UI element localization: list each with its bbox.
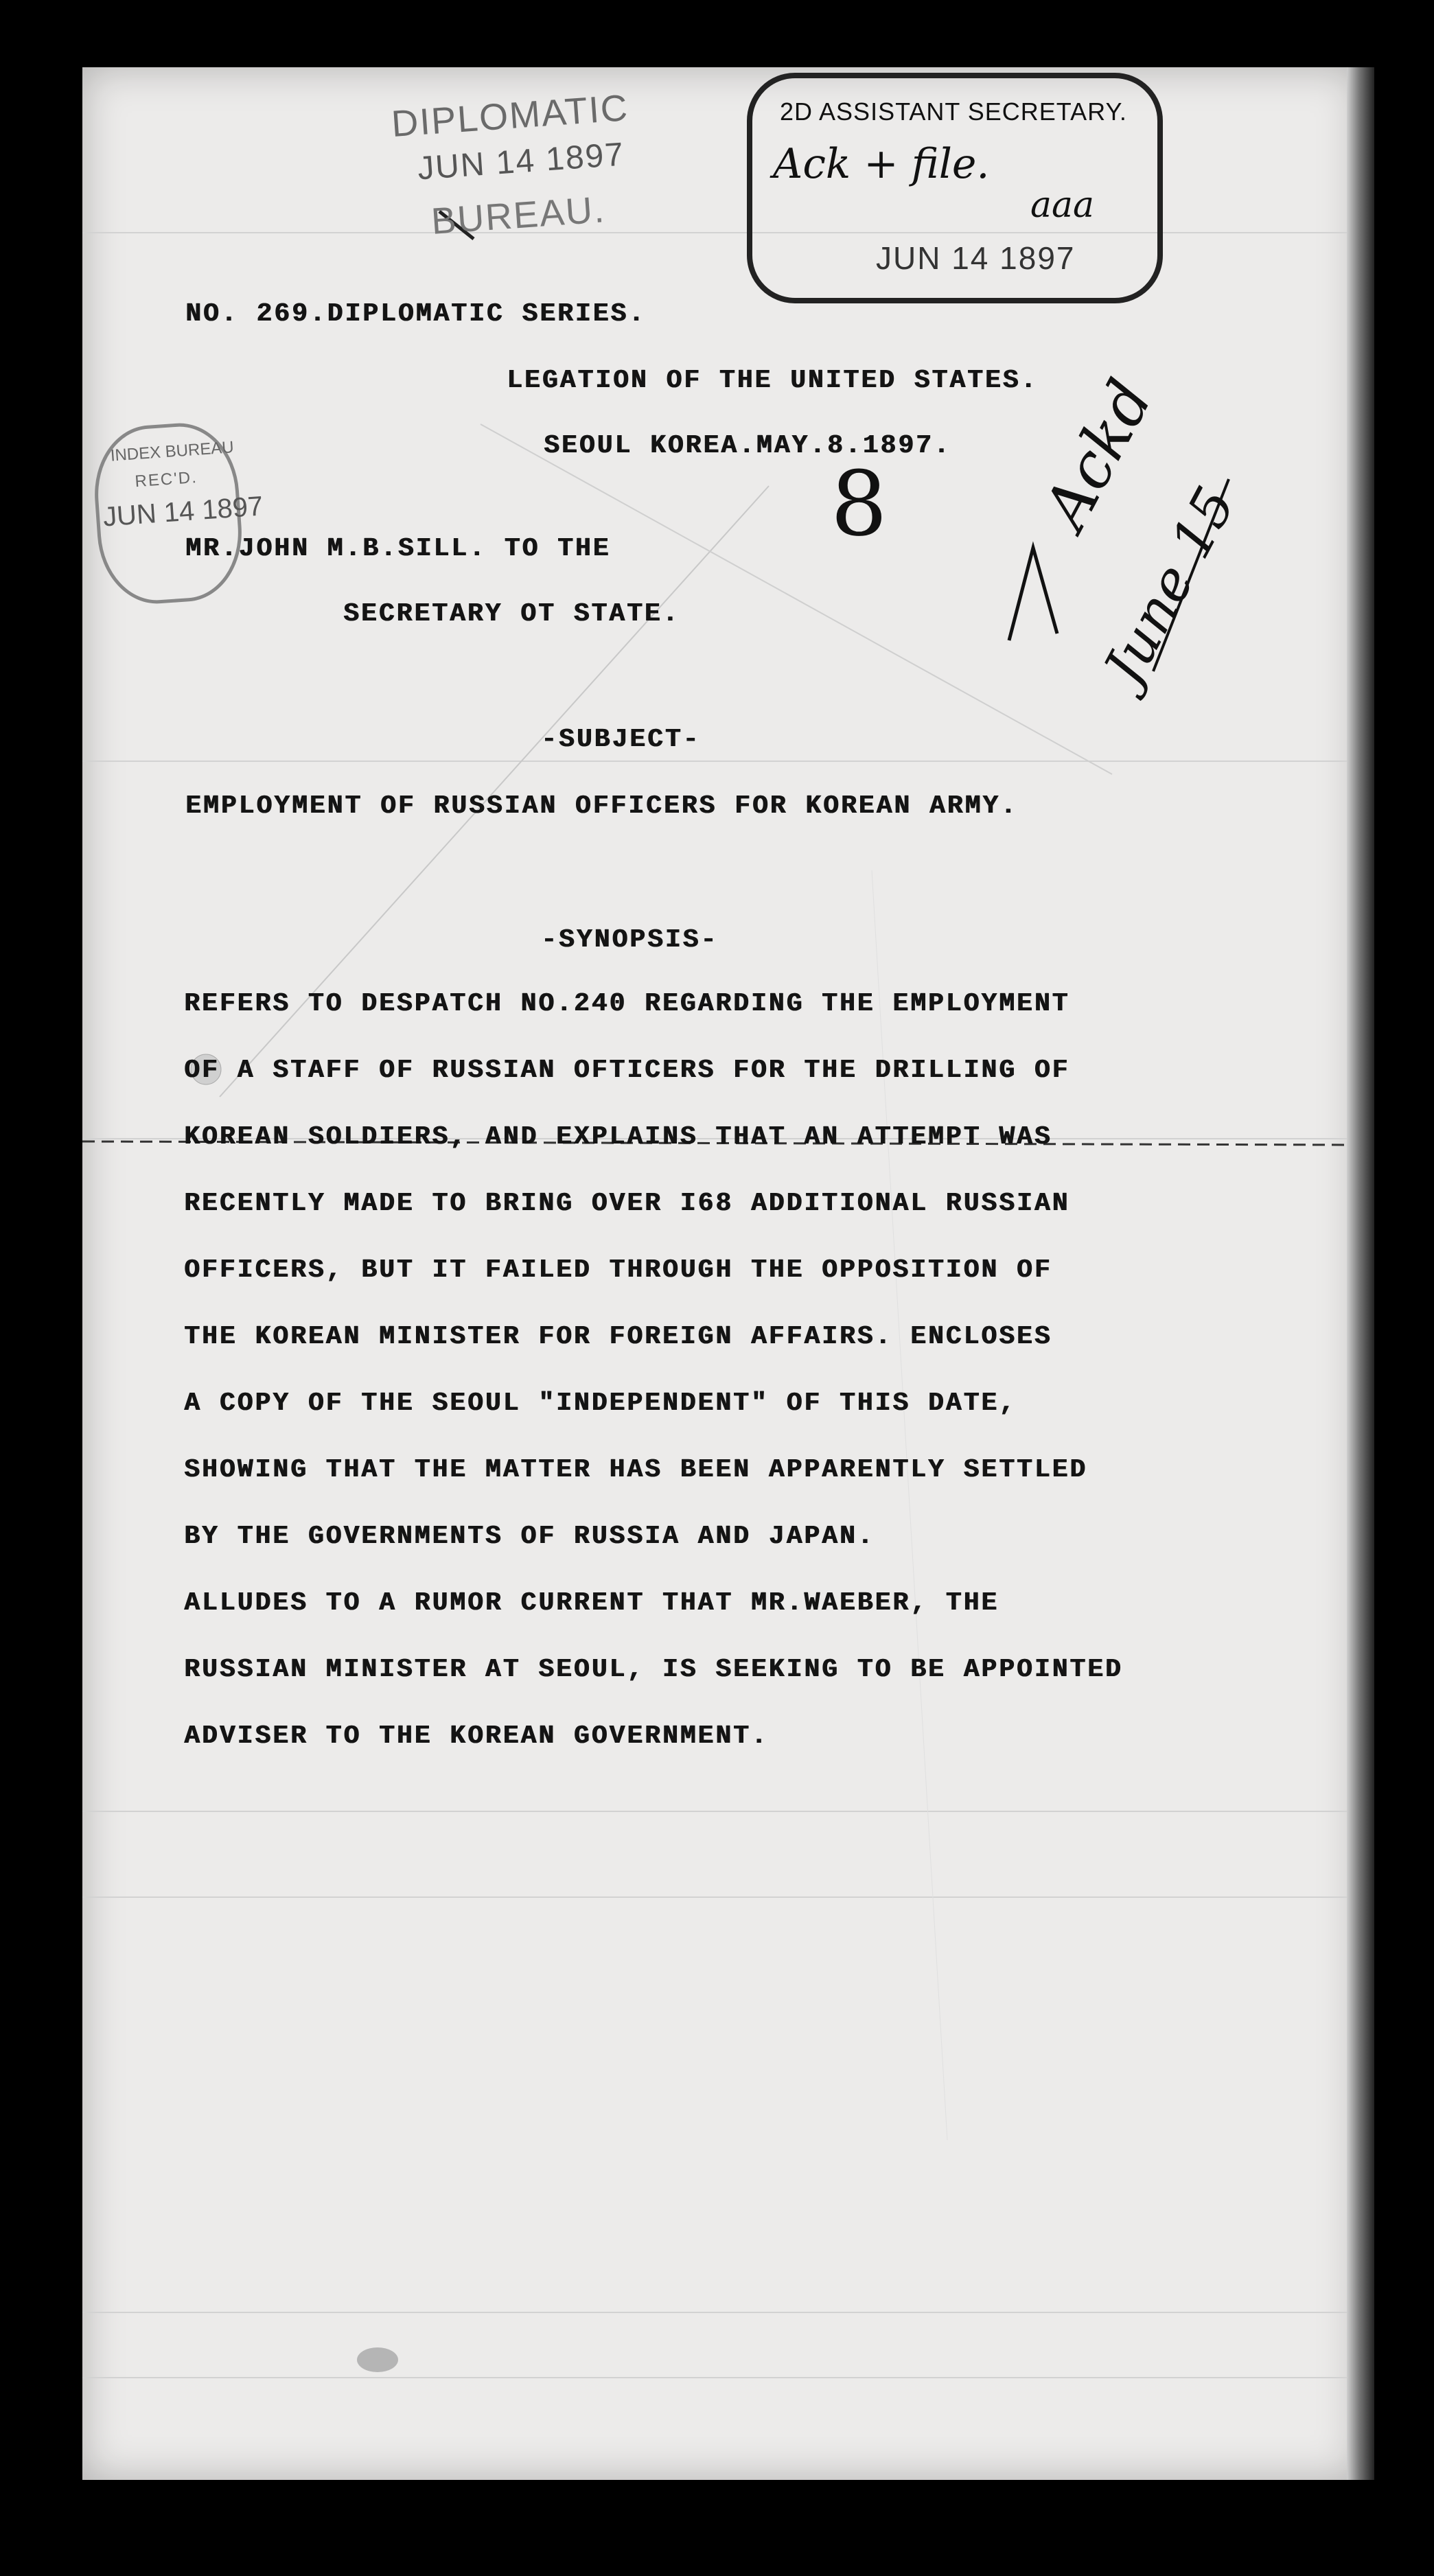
index-bureau-stamp bbox=[90, 419, 264, 607]
synopsis-line: BY THE GOVERNMENTS OF RUSSIA AND JAPAN. bbox=[184, 1522, 875, 1551]
synopsis-line: RECENTLY MADE TO BRING OVER I68 ADDITIONAL RUSSIAN bbox=[184, 1189, 1070, 1218]
handwritten-number: 8 bbox=[831, 452, 888, 556]
handwritten-date: June 15 bbox=[1091, 476, 1248, 695]
synopsis-line: A COPY OF THE SEOUL "INDEPENDENT" OF THIS DATE, bbox=[184, 1389, 1017, 1418]
subject-text: EMPLOYMENT OF RUSSIAN OFFICERS FOR KOREAN ARMY. bbox=[185, 791, 1018, 821]
from-line: MR.JOHN M.B.SILL. TO THE bbox=[185, 534, 611, 564]
assistant-stamp-initials: aaa bbox=[1030, 185, 1095, 226]
page-edge-shadow bbox=[1347, 67, 1374, 2480]
synopsis-line: OF A STAFF OF RUSSIAN OFTICERS FOR THE DRILLING OF bbox=[184, 1056, 1070, 1085]
synopsis-line: ADVISER TO THE KOREAN GOVERNMENT. bbox=[184, 1721, 769, 1751]
check-mark-icon bbox=[1009, 548, 1057, 640]
place-date-line: SEOUL KOREA.MAY.8.1897. bbox=[544, 431, 951, 461]
index-stamp-line1: INDEX BUREAU bbox=[110, 438, 235, 465]
synopsis-line: KOREAN SOLDIERS, AND EXPLAINS THAT AN ATTEMPT WAS bbox=[184, 1122, 1052, 1152]
synopsis-line: THE KOREAN MINISTER FOR FOREIGN AFFAIRS. ENCLOSES bbox=[184, 1322, 1052, 1351]
series-line: NO. 269.DIPLOMATIC SERIES. bbox=[185, 299, 646, 329]
synopsis-line: ALLUDES TO A RUMOR CURRENT THAT MR.WAEBER, THE bbox=[184, 1588, 999, 1618]
subject-heading: -SUBJECT- bbox=[541, 725, 701, 754]
handwritten-ackd: Ackd bbox=[1030, 369, 1167, 541]
stain-mark bbox=[357, 2347, 398, 2372]
synopsis-heading: -SYNOPSIS- bbox=[541, 925, 719, 955]
synopsis-line: REFERS TO DESPATCH NO.240 REGARDING THE EMPLOYMENT bbox=[184, 989, 1070, 1019]
diplomatic-stamp-line3: BUREAU. bbox=[430, 189, 607, 242]
document-page bbox=[82, 67, 1359, 2480]
to-line: SECRETARY OT STATE. bbox=[343, 599, 680, 629]
assistant-stamp-handwriting: Ack + file. bbox=[773, 140, 990, 188]
index-stamp-line2: REC'D. bbox=[134, 467, 198, 491]
index-stamp-date: JUN 14 1897 bbox=[102, 491, 264, 533]
synopsis-line: RUSSIAN MINISTER AT SEOUL, IS SEEKING TO BE APPOINTED bbox=[184, 1655, 1123, 1684]
assistant-stamp-date: JUN 14 1897 bbox=[876, 240, 1076, 276]
synopsis-line: SHOWING THAT THE MATTER HAS BEEN APPARENTLY SETTLED bbox=[184, 1455, 1087, 1485]
diplomatic-stamp-date: JUN 14 1897 bbox=[416, 136, 626, 187]
diplomatic-stamp-line1: DIPLOMATIC bbox=[390, 87, 630, 145]
legation-line: LEGATION OF THE UNITED STATES. bbox=[507, 366, 1039, 395]
assistant-secretary-stamp bbox=[747, 73, 1163, 303]
assistant-stamp-title: 2D ASSISTANT SECRETARY. bbox=[780, 97, 1127, 126]
synopsis-line: OFFICERS, BUT IT FAILED THROUGH THE OPPOSITION OF bbox=[184, 1255, 1052, 1285]
